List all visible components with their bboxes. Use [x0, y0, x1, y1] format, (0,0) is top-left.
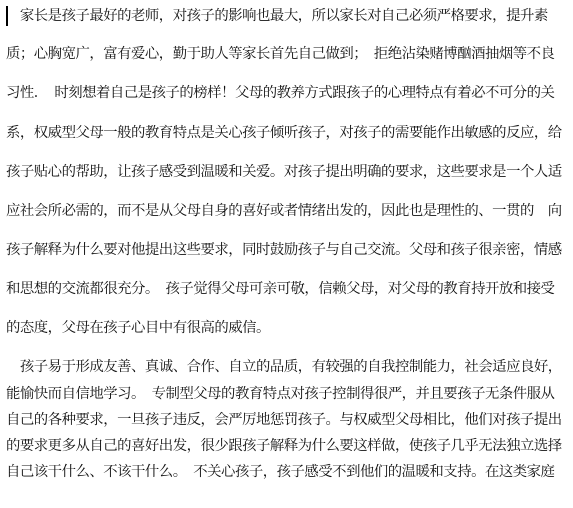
paragraph-2-line-5: 自己该干什么、不该干什么。 不关心孩子，孩子感受不到他们的温暖和支持。在这类家庭	[6, 464, 555, 480]
paragraph-1-line-2: 质；心胸宽广，富有爱心，勤于助人等家长首先自己做到； 拒绝沾染赌博酗酒抽烟等不良	[6, 46, 555, 62]
paragraph-1-line-6: 应社会所必需的，而不是从父母自身的喜好或者情绪出发的，因此也是理性的、一贯的 向	[6, 203, 562, 219]
paragraph-1-line-8: 和思想的交流都很充分。 孩子觉得父母可亲可敬，信赖父母，对父母的教育持开放和接受	[6, 281, 555, 297]
paragraph-1-line-7: 孩子解释为什么要对他提出这些要求，同时鼓励孩子与自己交流。父母和孩子很亲密，情感	[6, 242, 562, 258]
paragraph-1-line-9: 的态度，父母在孩子心目中有很高的威信。	[6, 320, 270, 336]
paragraph-2-line-3: 自己的各种要求，一旦孩子违反，会严厉地惩罚孩子。与权威型父母相比，他们对孩子提出	[6, 412, 562, 428]
paragraph-2-line-1: 孩子易于形成友善、真诚、合作、自立的品质，有较强的自我控制能力，社会适应良好，	[6, 359, 562, 375]
paragraph-2-line-4: 的要求更多从自己的喜好出发，很少跟孩子解释为什么要这样做，使孩子几乎无法独立选择	[6, 438, 562, 454]
paragraph-1-line-5: 孩子贴心的帮助，让孩子感受到温暖和关爱。对孩子提出明确的要求，这些要求是一个人适	[6, 164, 562, 180]
paragraph-2-line-2: 能愉快而自信地学习。 专制型父母的教育特点对孩子控制得很严，并且要孩子无条件服从	[6, 386, 555, 402]
paragraph-1-line-3: 习性． 时刻想着自己是孩子的榜样！父母的教养方式跟孩子的心理特点有着必不可分的关	[6, 85, 555, 101]
paragraph-1-line-4: 系，权威型父母一般的教育特点是关心孩子倾听孩子，对孩子的需要能作出敏感的反应，给	[6, 125, 562, 141]
paragraph-1-line-1: 家长是孩子最好的老师，对孩子的影响也最大，所以家长对自己必须严格要求，提升素	[6, 8, 548, 24]
